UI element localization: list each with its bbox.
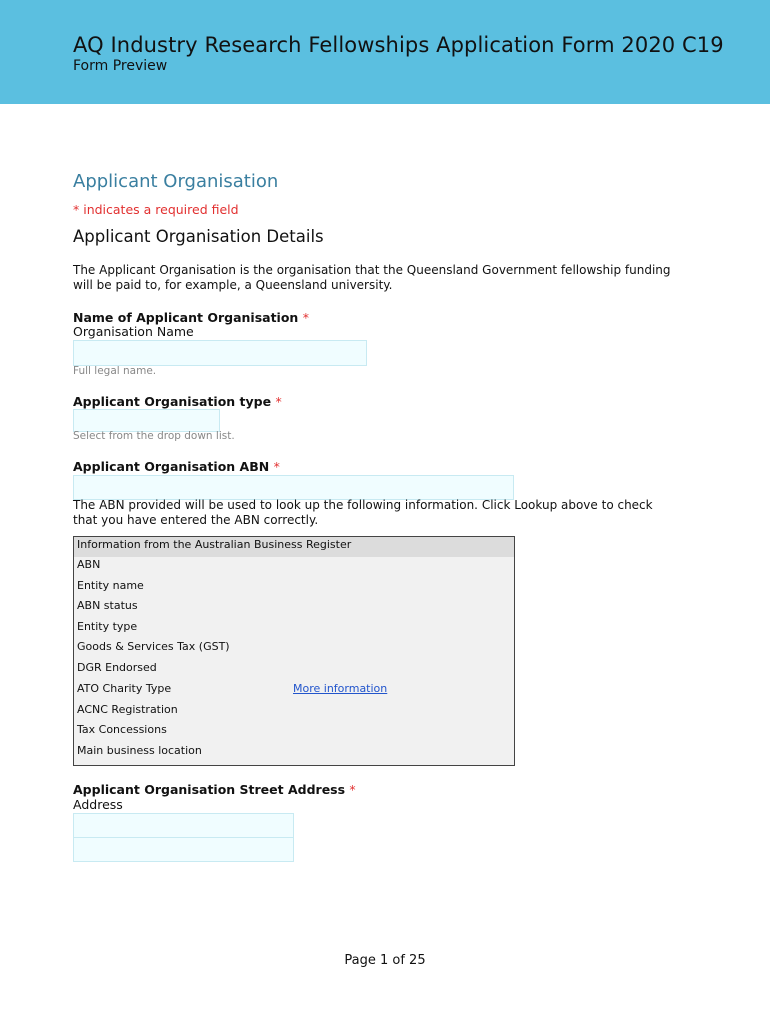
page-number: Page 1 of 25: [344, 953, 426, 968]
abr-row-abn: ABN: [77, 558, 101, 571]
abn-input[interactable]: [73, 475, 514, 500]
org-type-select[interactable]: [73, 409, 220, 432]
abr-row-ato-charity: ATO Charity Type: [77, 682, 172, 695]
street-address-label: [73, 782, 356, 797]
org-type-hint: Select from the drop down list.: [73, 430, 235, 442]
abr-row-main-location: Main business location: [77, 744, 202, 757]
address-line2-input[interactable]: [73, 837, 294, 862]
abn-label-text: Applicant Organisation ABN: [73, 459, 270, 474]
org-type-label-text: Applicant Organisation type: [73, 394, 272, 409]
abr-row-entity-name: Entity name: [77, 579, 144, 592]
org-name-hint: Full legal name.: [73, 365, 157, 377]
org-type-label: [73, 394, 282, 409]
address-line1-input[interactable]: [73, 813, 294, 838]
abr-row-dgr: DGR Endorsed: [77, 661, 157, 674]
abr-row-entity-type: Entity type: [77, 620, 138, 633]
form-header: [0, 0, 770, 104]
section-title: Applicant Organisation: [73, 171, 279, 192]
required-star: *: [302, 310, 309, 325]
abr-row-tax-concessions: Tax Concessions: [77, 723, 167, 736]
org-name-label-text: Name of Applicant Organisation: [73, 310, 299, 325]
required-star: *: [349, 782, 356, 797]
abr-info-table: [73, 536, 515, 766]
section-intro: The Applicant Organisation is the organisation that the Queensland Government fellowship funding will be paid to, for example, a Queensland university.: [73, 263, 671, 292]
address-sublabel: Address: [73, 797, 123, 812]
more-information-link[interactable]: More information: [293, 682, 388, 695]
abr-table-heading: Information from the Australian Business Register: [74, 537, 514, 557]
abn-description: The ABN provided will be used to look up the following information. Click Lookup above to check that you have entered the ABN correctly.: [73, 498, 653, 527]
org-name-sublabel: Organisation Name: [73, 324, 194, 339]
abr-row-abn-status: ABN status: [77, 599, 138, 612]
form-subtitle: Form Preview: [73, 58, 168, 74]
form-title: AQ Industry Research Fellowships Application Form 2020 C19: [73, 33, 724, 57]
required-star: *: [275, 394, 282, 409]
section-subtitle: Applicant Organisation Details: [73, 227, 324, 246]
street-address-label-text: Applicant Organisation Street Address: [73, 782, 346, 797]
required-star: *: [273, 459, 280, 474]
org-name-label: [73, 310, 309, 325]
abn-label: [73, 459, 280, 474]
abr-row-gst: Goods & Services Tax (GST): [77, 640, 230, 653]
org-name-input[interactable]: [73, 340, 367, 366]
required-note: * indicates a required field: [73, 202, 239, 217]
abr-row-acnc: ACNC Registration: [77, 703, 178, 716]
